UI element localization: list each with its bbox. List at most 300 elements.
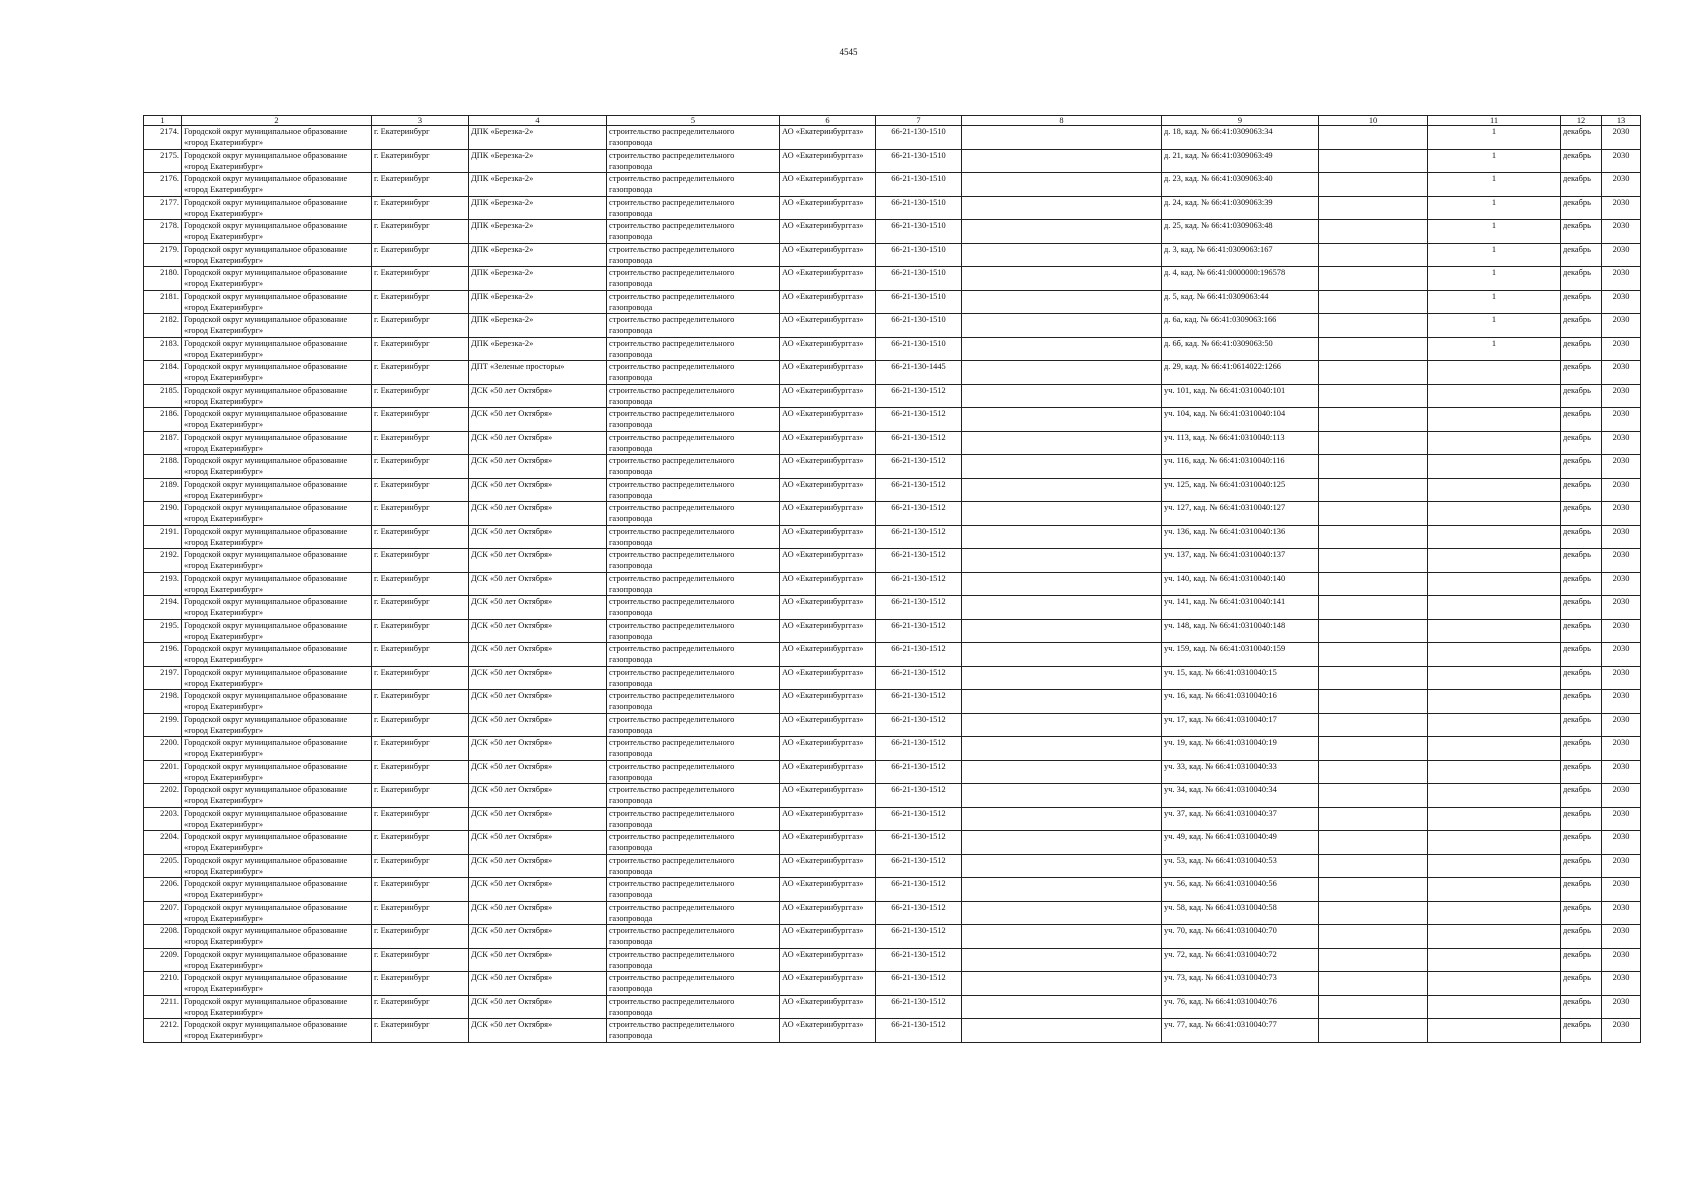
place-cell: ДСК «50 лет Октября» <box>469 596 607 620</box>
entity-cell: Городской округ муниципальное образование «город Екатеринбург» <box>182 384 372 408</box>
table-row <box>144 525 1641 549</box>
city-cell: г. Екатеринбург <box>372 290 469 314</box>
month-cell: декабрь <box>1561 196 1602 220</box>
col8-cell <box>962 549 1162 573</box>
table-row <box>144 384 1641 408</box>
city-cell: г. Екатеринбург <box>372 314 469 338</box>
work-cell: строительство распределительного газопровода <box>607 408 780 432</box>
month-cell: декабрь <box>1561 948 1602 972</box>
lot-cell: д. 18, кад. № 66:41:0309063:34 <box>1162 126 1319 150</box>
table-row <box>144 878 1641 902</box>
col8-cell <box>962 619 1162 643</box>
row-number: 2203. <box>144 807 182 831</box>
city-cell: г. Екатеринбург <box>372 149 469 173</box>
org-cell: АО «Екатеринбурггаз» <box>780 196 876 220</box>
year-cell: 2030 <box>1602 807 1641 831</box>
col10-cell <box>1319 126 1428 150</box>
code-cell: 66-21-130-1512 <box>876 995 962 1019</box>
table-row <box>144 126 1641 150</box>
page-number: 4545 <box>839 47 858 57</box>
month-cell: декабрь <box>1561 878 1602 902</box>
count-cell <box>1428 431 1561 455</box>
table-row <box>144 478 1641 502</box>
work-cell: строительство распределительного газопровода <box>607 384 780 408</box>
lot-cell: уч. 16, кад. № 66:41:0310040:16 <box>1162 690 1319 714</box>
code-cell: 66-21-130-1512 <box>876 384 962 408</box>
col8-cell <box>962 525 1162 549</box>
table-row <box>144 431 1641 455</box>
org-cell: АО «Екатеринбурггаз» <box>780 549 876 573</box>
col10-cell <box>1319 596 1428 620</box>
entity-cell: Городской округ муниципальное образование «город Екатеринбург» <box>182 431 372 455</box>
city-cell: г. Екатеринбург <box>372 572 469 596</box>
lot-cell: д. 29, кад. № 66:41:0614022:1266 <box>1162 361 1319 385</box>
year-cell: 2030 <box>1602 149 1641 173</box>
entity-cell: Городской округ муниципальное образование «город Екатеринбург» <box>182 619 372 643</box>
work-cell: строительство распределительного газопровода <box>607 807 780 831</box>
org-cell: АО «Екатеринбурггаз» <box>780 431 876 455</box>
work-cell: строительство распределительного газопровода <box>607 337 780 361</box>
col8-cell <box>962 925 1162 949</box>
place-cell: ДСК «50 лет Октября» <box>469 854 607 878</box>
entity-cell: Городской округ муниципальное образование «город Екатеринбург» <box>182 760 372 784</box>
month-cell: декабрь <box>1561 1019 1602 1043</box>
code-cell: 66-21-130-1512 <box>876 408 962 432</box>
row-number: 2207. <box>144 901 182 925</box>
work-cell: строительство распределительного газопровода <box>607 455 780 479</box>
count-cell <box>1428 549 1561 573</box>
year-cell: 2030 <box>1602 596 1641 620</box>
count-cell <box>1428 831 1561 855</box>
work-cell: строительство распределительного газопровода <box>607 901 780 925</box>
header-row <box>144 116 1641 126</box>
city-cell: г. Екатеринбург <box>372 173 469 197</box>
org-cell: АО «Екатеринбурггаз» <box>780 901 876 925</box>
column-header-5: 5 <box>607 116 780 126</box>
work-cell: строительство распределительного газопровода <box>607 478 780 502</box>
table-row <box>144 314 1641 338</box>
place-cell: ДПК «Березка-2» <box>469 196 607 220</box>
place-cell: ДСК «50 лет Октября» <box>469 901 607 925</box>
col8-cell <box>962 502 1162 526</box>
row-number: 2192. <box>144 549 182 573</box>
count-cell: 1 <box>1428 126 1561 150</box>
month-cell: декабрь <box>1561 690 1602 714</box>
count-cell: 1 <box>1428 173 1561 197</box>
code-cell: 66-21-130-1512 <box>876 760 962 784</box>
entity-cell: Городской округ муниципальное образование «город Екатеринбург» <box>182 690 372 714</box>
entity-cell: Городской округ муниципальное образование «город Екатеринбург» <box>182 878 372 902</box>
col10-cell <box>1319 854 1428 878</box>
col10-cell <box>1319 290 1428 314</box>
count-cell <box>1428 643 1561 667</box>
work-cell: строительство распределительного газопровода <box>607 643 780 667</box>
count-cell <box>1428 408 1561 432</box>
month-cell: декабрь <box>1561 149 1602 173</box>
month-cell: декабрь <box>1561 431 1602 455</box>
year-cell: 2030 <box>1602 220 1641 244</box>
table-row <box>144 337 1641 361</box>
table-row <box>144 1019 1641 1043</box>
year-cell: 2030 <box>1602 384 1641 408</box>
city-cell: г. Екатеринбург <box>372 525 469 549</box>
city-cell: г. Екатеринбург <box>372 196 469 220</box>
col10-cell <box>1319 995 1428 1019</box>
month-cell: декабрь <box>1561 361 1602 385</box>
lot-cell: д. 6б, кад. № 66:41:0309063:50 <box>1162 337 1319 361</box>
year-cell: 2030 <box>1602 337 1641 361</box>
row-number: 2197. <box>144 666 182 690</box>
entity-cell: Городской округ муниципальное образование «город Екатеринбург» <box>182 455 372 479</box>
entity-cell: Городской округ муниципальное образование «город Екатеринбург» <box>182 267 372 291</box>
lot-cell: уч. 140, кад. № 66:41:0310040:140 <box>1162 572 1319 596</box>
column-header-13: 13 <box>1602 116 1641 126</box>
row-number: 2194. <box>144 596 182 620</box>
org-cell: АО «Екатеринбурггаз» <box>780 220 876 244</box>
col10-cell <box>1319 807 1428 831</box>
year-cell: 2030 <box>1602 431 1641 455</box>
col10-cell <box>1319 337 1428 361</box>
count-cell: 1 <box>1428 337 1561 361</box>
lot-cell: уч. 141, кад. № 66:41:0310040:141 <box>1162 596 1319 620</box>
month-cell: декабрь <box>1561 619 1602 643</box>
count-cell <box>1428 925 1561 949</box>
row-number: 2206. <box>144 878 182 902</box>
month-cell: декабрь <box>1561 713 1602 737</box>
lot-cell: д. 24, кад. № 66:41:0309063:39 <box>1162 196 1319 220</box>
lot-cell: уч. 104, кад. № 66:41:0310040:104 <box>1162 408 1319 432</box>
month-cell: декабрь <box>1561 220 1602 244</box>
city-cell: г. Екатеринбург <box>372 619 469 643</box>
col10-cell <box>1319 478 1428 502</box>
count-cell <box>1428 948 1561 972</box>
col10-cell <box>1319 502 1428 526</box>
month-cell: декабрь <box>1561 972 1602 996</box>
code-cell: 66-21-130-1512 <box>876 502 962 526</box>
entity-cell: Городской округ муниципальное образование «город Екатеринбург» <box>182 713 372 737</box>
lot-cell: уч. 101, кад. № 66:41:0310040:101 <box>1162 384 1319 408</box>
count-cell <box>1428 690 1561 714</box>
count-cell <box>1428 878 1561 902</box>
row-number: 2178. <box>144 220 182 244</box>
row-number: 2195. <box>144 619 182 643</box>
org-cell: АО «Екатеринбурггаз» <box>780 126 876 150</box>
col8-cell <box>962 220 1162 244</box>
col8-cell <box>962 666 1162 690</box>
row-number: 2199. <box>144 713 182 737</box>
org-cell: АО «Екатеринбурггаз» <box>780 243 876 267</box>
place-cell: ДСК «50 лет Октября» <box>469 925 607 949</box>
city-cell: г. Екатеринбург <box>372 784 469 808</box>
col8-cell <box>962 149 1162 173</box>
org-cell: АО «Екатеринбурггаз» <box>780 760 876 784</box>
month-cell: декабрь <box>1561 854 1602 878</box>
lot-cell: уч. 125, кад. № 66:41:0310040:125 <box>1162 478 1319 502</box>
col10-cell <box>1319 455 1428 479</box>
col8-cell <box>962 878 1162 902</box>
row-number: 2209. <box>144 948 182 972</box>
org-cell: АО «Екатеринбурггаз» <box>780 337 876 361</box>
city-cell: г. Екатеринбург <box>372 361 469 385</box>
city-cell: г. Екатеринбург <box>372 972 469 996</box>
place-cell: ДСК «50 лет Октября» <box>469 713 607 737</box>
count-cell <box>1428 384 1561 408</box>
entity-cell: Городской округ муниципальное образование «город Екатеринбург» <box>182 337 372 361</box>
lot-cell: уч. 76, кад. № 66:41:0310040:76 <box>1162 995 1319 1019</box>
entity-cell: Городской округ муниципальное образование «город Екатеринбург» <box>182 737 372 761</box>
row-number: 2211. <box>144 995 182 1019</box>
year-cell: 2030 <box>1602 972 1641 996</box>
col8-cell <box>962 690 1162 714</box>
count-cell <box>1428 807 1561 831</box>
place-cell: ДПК «Березка-2» <box>469 220 607 244</box>
month-cell: декабрь <box>1561 925 1602 949</box>
entity-cell: Городской округ муниципальное образование «город Екатеринбург» <box>182 126 372 150</box>
col8-cell <box>962 831 1162 855</box>
entity-cell: Городской округ муниципальное образование «город Екатеринбург» <box>182 408 372 432</box>
column-header-9: 9 <box>1162 116 1319 126</box>
col8-cell <box>962 337 1162 361</box>
table-row <box>144 267 1641 291</box>
code-cell: 66-21-130-1512 <box>876 784 962 808</box>
entity-cell: Городской округ муниципальное образование «город Екатеринбург» <box>182 525 372 549</box>
row-number: 2204. <box>144 831 182 855</box>
entity-cell: Городской округ муниципальное образование «город Екатеринбург» <box>182 643 372 667</box>
work-cell: строительство распределительного газопровода <box>607 760 780 784</box>
city-cell: г. Екатеринбург <box>372 948 469 972</box>
city-cell: г. Екатеринбург <box>372 666 469 690</box>
month-cell: декабрь <box>1561 549 1602 573</box>
org-cell: АО «Екатеринбурггаз» <box>780 995 876 1019</box>
code-cell: 66-21-130-1512 <box>876 619 962 643</box>
col10-cell <box>1319 525 1428 549</box>
col8-cell <box>962 737 1162 761</box>
col8-cell <box>962 290 1162 314</box>
work-cell: строительство распределительного газопровода <box>607 737 780 761</box>
column-header-1: 1 <box>144 116 182 126</box>
code-cell: 66-21-130-1512 <box>876 643 962 667</box>
count-cell <box>1428 572 1561 596</box>
year-cell: 2030 <box>1602 619 1641 643</box>
table-row <box>144 173 1641 197</box>
city-cell: г. Екатеринбург <box>372 126 469 150</box>
lot-cell: д. 25, кад. № 66:41:0309063:48 <box>1162 220 1319 244</box>
entity-cell: Городской округ муниципальное образование «город Екатеринбург» <box>182 220 372 244</box>
work-cell: строительство распределительного газопровода <box>607 361 780 385</box>
place-cell: ДСК «50 лет Октября» <box>469 666 607 690</box>
count-cell <box>1428 478 1561 502</box>
place-cell: ДСК «50 лет Октября» <box>469 619 607 643</box>
year-cell: 2030 <box>1602 361 1641 385</box>
lot-cell: уч. 137, кад. № 66:41:0310040:137 <box>1162 549 1319 573</box>
table-row <box>144 408 1641 432</box>
code-cell: 66-21-130-1512 <box>876 596 962 620</box>
col10-cell <box>1319 619 1428 643</box>
row-number: 2174. <box>144 126 182 150</box>
city-cell: г. Екатеринбург <box>372 901 469 925</box>
month-cell: декабрь <box>1561 525 1602 549</box>
org-cell: АО «Екатеринбурггаз» <box>780 267 876 291</box>
work-cell: строительство распределительного газопровода <box>607 948 780 972</box>
year-cell: 2030 <box>1602 126 1641 150</box>
table-row <box>144 243 1641 267</box>
org-cell: АО «Екатеринбурггаз» <box>780 173 876 197</box>
entity-cell: Городской округ муниципальное образование «город Екатеринбург» <box>182 901 372 925</box>
column-header-4: 4 <box>469 116 607 126</box>
count-cell <box>1428 760 1561 784</box>
lot-cell: д. 6а, кад. № 66:41:0309063:166 <box>1162 314 1319 338</box>
city-cell: г. Екатеринбург <box>372 1019 469 1043</box>
year-cell: 2030 <box>1602 784 1641 808</box>
year-cell: 2030 <box>1602 290 1641 314</box>
col10-cell <box>1319 972 1428 996</box>
org-cell: АО «Екатеринбурггаз» <box>780 737 876 761</box>
city-cell: г. Екатеринбург <box>372 760 469 784</box>
lot-cell: уч. 56, кад. № 66:41:0310040:56 <box>1162 878 1319 902</box>
col10-cell <box>1319 760 1428 784</box>
table-row <box>144 572 1641 596</box>
row-number: 2208. <box>144 925 182 949</box>
lot-cell: д. 5, кад. № 66:41:0309063:44 <box>1162 290 1319 314</box>
code-cell: 66-21-130-1510 <box>876 149 962 173</box>
col10-cell <box>1319 196 1428 220</box>
year-cell: 2030 <box>1602 713 1641 737</box>
org-cell: АО «Екатеринбурггаз» <box>780 925 876 949</box>
lot-cell: уч. 19, кад. № 66:41:0310040:19 <box>1162 737 1319 761</box>
row-number: 2201. <box>144 760 182 784</box>
city-cell: г. Екатеринбург <box>372 337 469 361</box>
count-cell: 1 <box>1428 267 1561 291</box>
col8-cell <box>962 807 1162 831</box>
count-cell <box>1428 361 1561 385</box>
city-cell: г. Екатеринбург <box>372 549 469 573</box>
col10-cell <box>1319 948 1428 972</box>
year-cell: 2030 <box>1602 690 1641 714</box>
col8-cell <box>962 713 1162 737</box>
org-cell: АО «Екатеринбурггаз» <box>780 290 876 314</box>
entity-cell: Городской округ муниципальное образование «город Екатеринбург» <box>182 549 372 573</box>
org-cell: АО «Екатеринбурггаз» <box>780 502 876 526</box>
place-cell: ДПК «Березка-2» <box>469 314 607 338</box>
org-cell: АО «Екатеринбурггаз» <box>780 643 876 667</box>
work-cell: строительство распределительного газопровода <box>607 290 780 314</box>
count-cell: 1 <box>1428 314 1561 338</box>
month-cell: декабрь <box>1561 995 1602 1019</box>
lot-cell: уч. 58, кад. № 66:41:0310040:58 <box>1162 901 1319 925</box>
table-row <box>144 854 1641 878</box>
place-cell: ДСК «50 лет Октября» <box>469 643 607 667</box>
org-cell: АО «Екатеринбурггаз» <box>780 361 876 385</box>
entity-cell: Городской округ муниципальное образование «город Екатеринбург» <box>182 831 372 855</box>
registry-table <box>143 115 1641 1043</box>
table-row <box>144 737 1641 761</box>
work-cell: строительство распределительного газопровода <box>607 596 780 620</box>
month-cell: декабрь <box>1561 314 1602 338</box>
year-cell: 2030 <box>1602 995 1641 1019</box>
entity-cell: Городской округ муниципальное образование «город Екатеринбург» <box>182 196 372 220</box>
year-cell: 2030 <box>1602 948 1641 972</box>
col8-cell <box>962 948 1162 972</box>
city-cell: г. Екатеринбург <box>372 995 469 1019</box>
col8-cell <box>962 972 1162 996</box>
row-number: 2186. <box>144 408 182 432</box>
code-cell: 66-21-130-1512 <box>876 713 962 737</box>
row-number: 2181. <box>144 290 182 314</box>
work-cell: строительство распределительного газопровода <box>607 690 780 714</box>
column-header-10: 10 <box>1319 116 1428 126</box>
row-number: 2193. <box>144 572 182 596</box>
code-cell: 66-21-130-1512 <box>876 431 962 455</box>
month-cell: декабрь <box>1561 455 1602 479</box>
table-row <box>144 596 1641 620</box>
org-cell: АО «Екатеринбурггаз» <box>780 1019 876 1043</box>
work-cell: строительство распределительного газопровода <box>607 666 780 690</box>
entity-cell: Городской округ муниципальное образование «город Екатеринбург» <box>182 666 372 690</box>
code-cell: 66-21-130-1445 <box>876 361 962 385</box>
org-cell: АО «Екатеринбурггаз» <box>780 972 876 996</box>
col8-cell <box>962 760 1162 784</box>
month-cell: декабрь <box>1561 384 1602 408</box>
city-cell: г. Екатеринбург <box>372 478 469 502</box>
count-cell: 1 <box>1428 290 1561 314</box>
place-cell: ДСК «50 лет Октября» <box>469 408 607 432</box>
entity-cell: Городской округ муниципальное образование «город Екатеринбург» <box>182 314 372 338</box>
place-cell: ДСК «50 лет Октября» <box>469 1019 607 1043</box>
work-cell: строительство распределительного газопровода <box>607 267 780 291</box>
row-number: 2198. <box>144 690 182 714</box>
col10-cell <box>1319 713 1428 737</box>
month-cell: декабрь <box>1561 173 1602 197</box>
work-cell: строительство распределительного газопровода <box>607 854 780 878</box>
code-cell: 66-21-130-1512 <box>876 854 962 878</box>
year-cell: 2030 <box>1602 243 1641 267</box>
code-cell: 66-21-130-1512 <box>876 925 962 949</box>
entity-cell: Городской округ муниципальное образование «город Екатеринбург» <box>182 361 372 385</box>
table-body <box>144 126 1641 1043</box>
year-cell: 2030 <box>1602 502 1641 526</box>
month-cell: декабрь <box>1561 502 1602 526</box>
table-row <box>144 290 1641 314</box>
place-cell: ДСК «50 лет Октября» <box>469 948 607 972</box>
row-number: 2191. <box>144 525 182 549</box>
row-number: 2182. <box>144 314 182 338</box>
col8-cell <box>962 361 1162 385</box>
org-cell: АО «Екатеринбурггаз» <box>780 878 876 902</box>
org-cell: АО «Екатеринбурггаз» <box>780 690 876 714</box>
col8-cell <box>962 196 1162 220</box>
code-cell: 66-21-130-1512 <box>876 807 962 831</box>
org-cell: АО «Екатеринбурггаз» <box>780 666 876 690</box>
table-row <box>144 220 1641 244</box>
city-cell: г. Екатеринбург <box>372 831 469 855</box>
code-cell: 66-21-130-1510 <box>876 173 962 197</box>
org-cell: АО «Екатеринбурггаз» <box>780 619 876 643</box>
city-cell: г. Екатеринбург <box>372 807 469 831</box>
month-cell: декабрь <box>1561 760 1602 784</box>
city-cell: г. Екатеринбург <box>372 455 469 479</box>
month-cell: декабрь <box>1561 901 1602 925</box>
row-number: 2175. <box>144 149 182 173</box>
col8-cell <box>962 314 1162 338</box>
column-header-11: 11 <box>1428 116 1561 126</box>
lot-cell: уч. 72, кад. № 66:41:0310040:72 <box>1162 948 1319 972</box>
entity-cell: Городской округ муниципальное образование «город Екатеринбург» <box>182 572 372 596</box>
col10-cell <box>1319 149 1428 173</box>
col8-cell <box>962 1019 1162 1043</box>
year-cell: 2030 <box>1602 525 1641 549</box>
work-cell: строительство распределительного газопровода <box>607 713 780 737</box>
lot-cell: уч. 49, кад. № 66:41:0310040:49 <box>1162 831 1319 855</box>
